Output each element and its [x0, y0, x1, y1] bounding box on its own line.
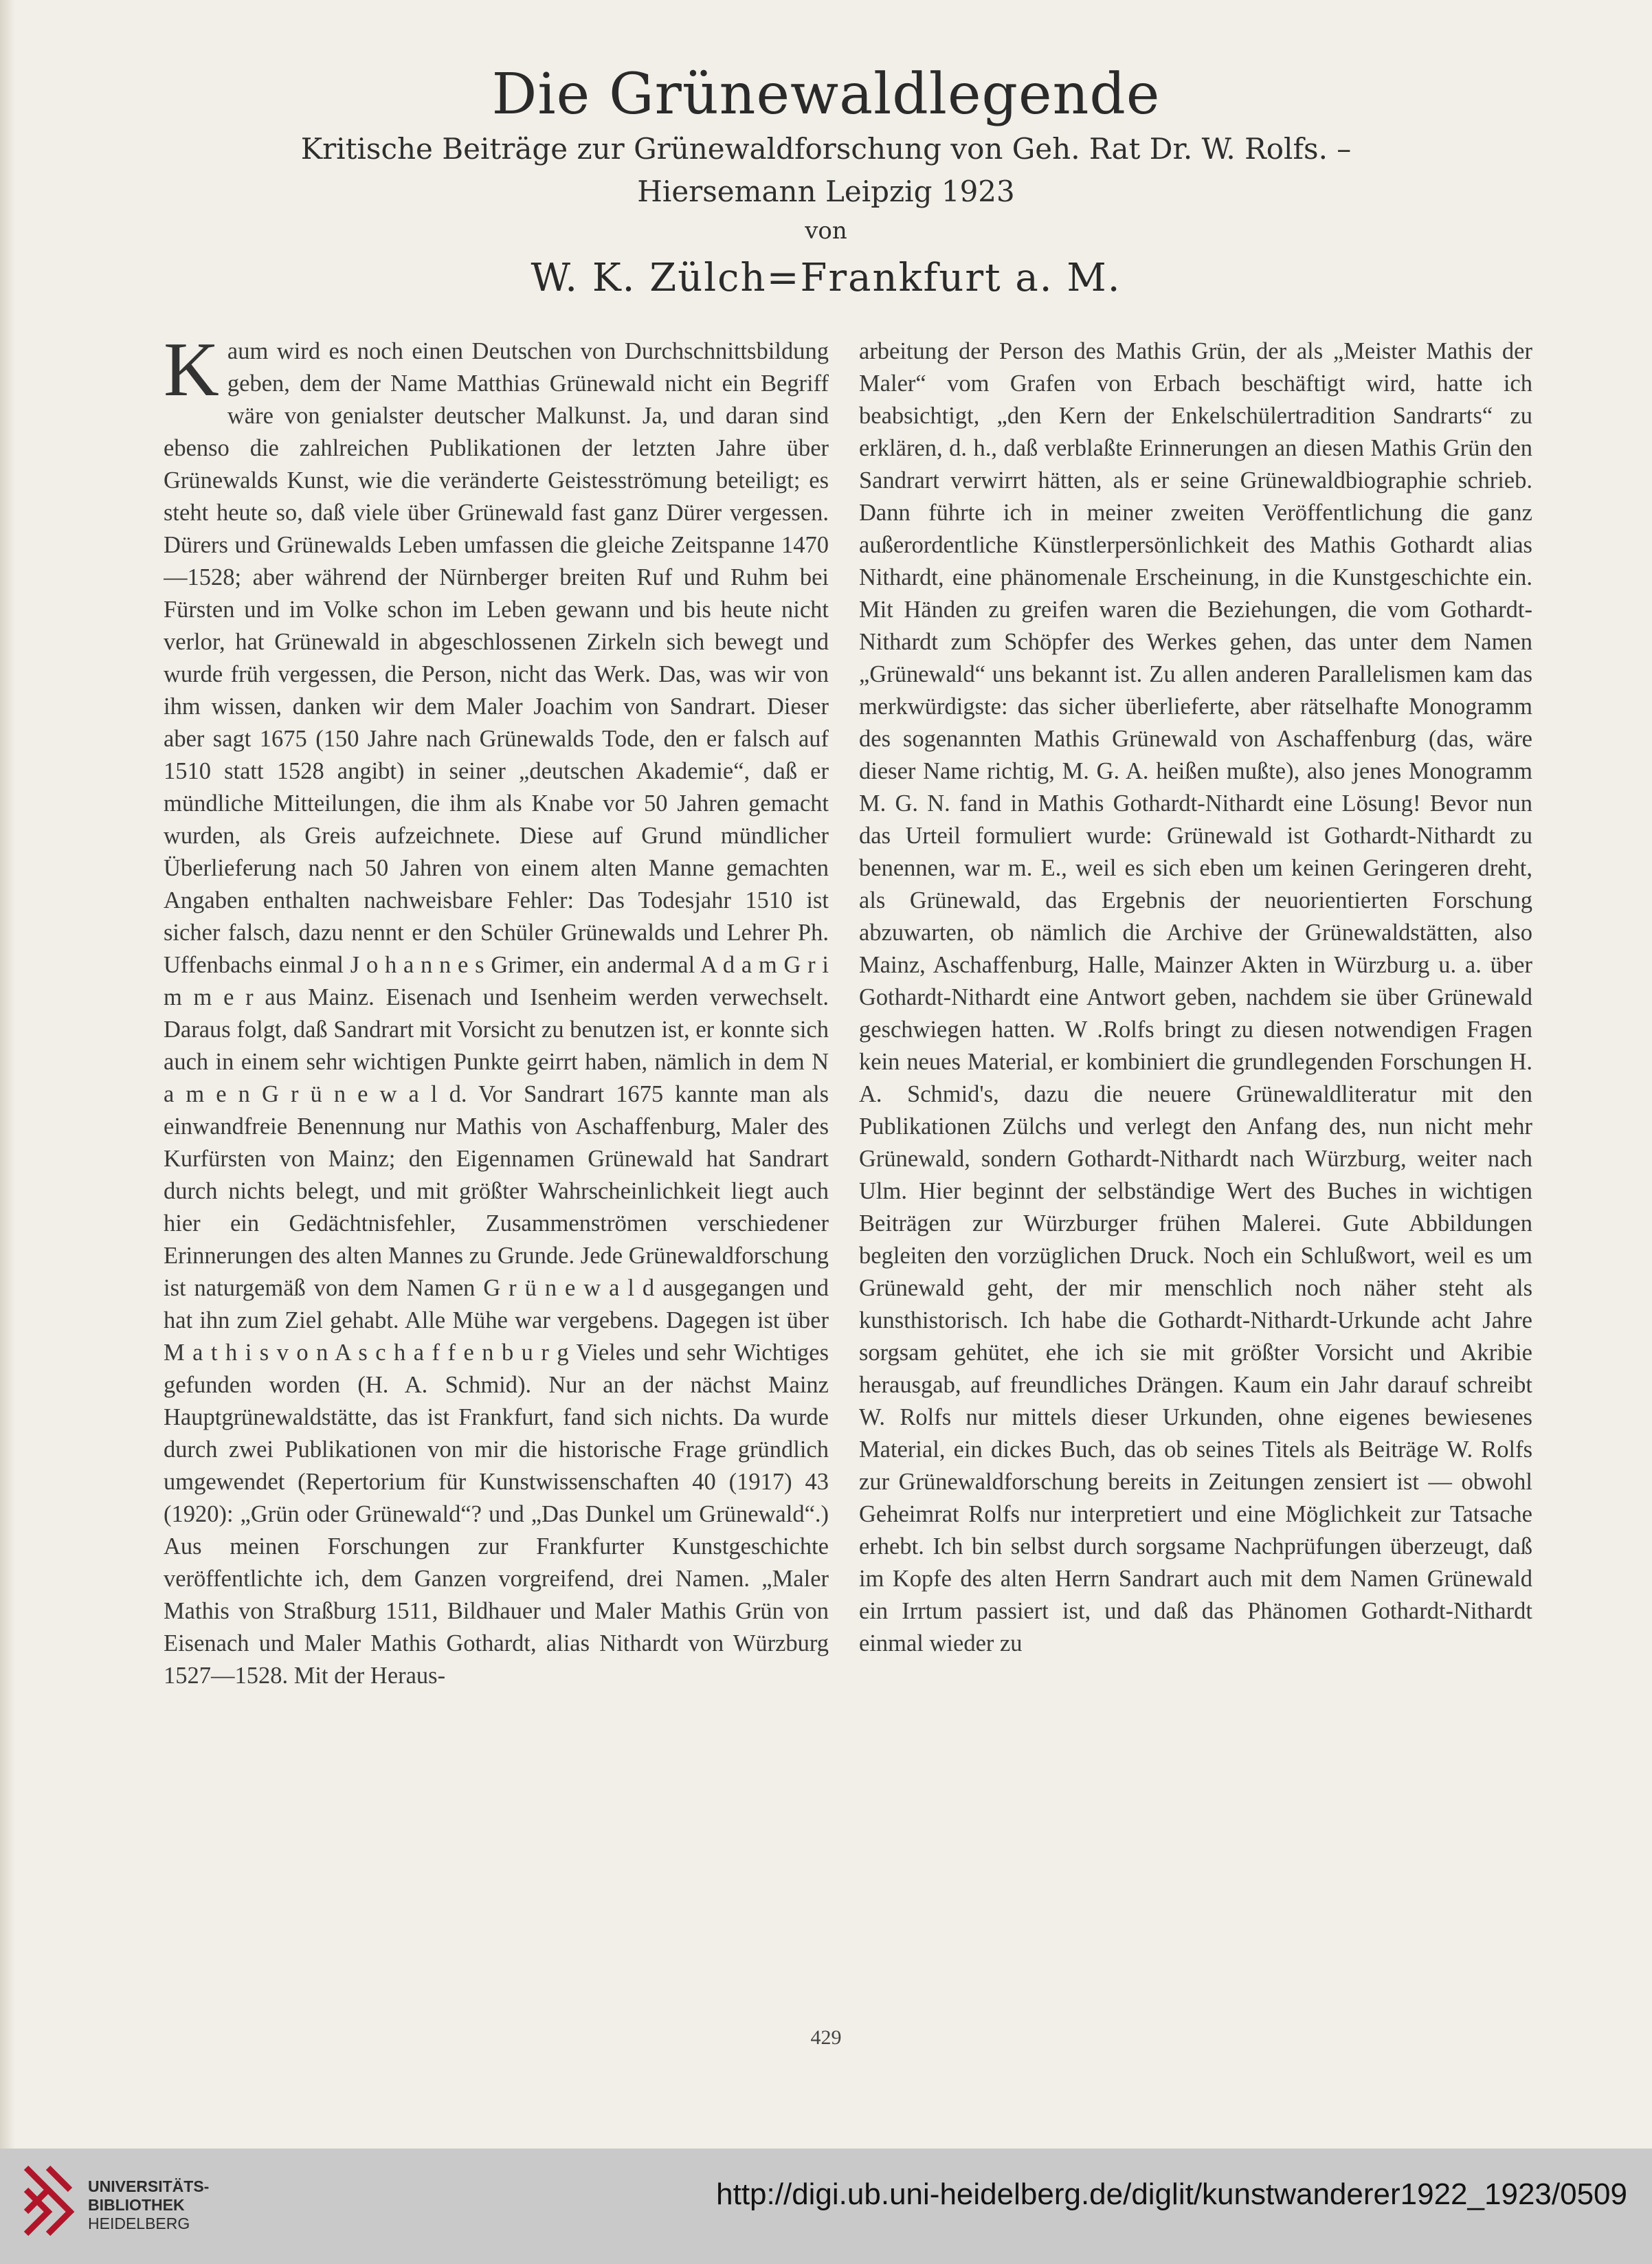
library-name[interactable] — [88, 2177, 209, 2233]
right-column-text: arbeitung der Person des Mathis Grün, der als „Meister Mathis der Maler“ vom Grafen von Erbach beschäftigt wird, hatte ich beabsichtigt, „den Kern der Enkelschülertradition Sandrarts“ zu erklären, d. h., daß verblaßte Erinnerungen an diesen Mathis Grün den Sandrart verwirrt hätten, als er seine Grünewaldbiographie schrieb. Dann führte ich in meiner zweiten Veröffentlichung die ganz außerordentliche Künstlerpersönlichkeit des Mathis Gothardt alias Nithardt, eine phänomenale Erscheinung, in die Kunstgeschichte ein. Mit Händen zu greifen waren die Beziehungen, die vom Gothardt-Nithardt zum Schöpfer des Werkes gehen, das unter dem Namen „Grünewald“ uns bekannt ist. Zu allen anderen Parallelismen kam das merkwürdigste: das sicher überlieferte, aber rätselhafte Monogramm des sogenannten Mathis Grünewald von Aschaffenburg (das, wäre dieser Name richtig, M. G. A. heißen mußte), also jenes Monogramm M. G. N. fand in Mathis Gothardt-Nithardt eine Lösung! Bevor nun das Urteil formuliert wurde: Grünewald ist Gothardt-Nithardt zu benennen, war m. E., weil es sich eben um keinen Geringeren dreht, als Grünewald, das Ergebnis der neuorientierten Forschung abzuwarten, ob nämlich die Archive der Grünewaldstätten, also Mainz, Aschaffenburg, Halle, Mainzer Akten in Würzburg u. a. über Gothardt-Nithardt eine Antwort geben, nachdem sie über Grünewald geschwiegen hatten. W .Rolfs bringt zu diesen notwendigen Fragen kein neues Material, er kombiniert die grundlegenden Forschungen H. A. Schmid's, dazu die neuere Grünewaldliteratur mit den Publikationen Zülchs und verlegt den Anfang des, nun nicht mehr Grünewald, sondern Gothardt-Nithardt nach Würzburg, weiter nach Ulm. Hier beginnt der selbständige Wert des Buches in wichtigen Beiträgen zur Würzburger frühen Malerei. Gute Abbildungen begleiten den vorzüglichen Druck. Noch ein Schlußwort, weil es um Grünewald geht, der mir menschlich noch näher steht als kunsthistorisch. Ich habe die Gothardt-Nithardt-Urkunde acht Jahre sorgsam gehütet, ehe ich sie mit größter Vorsicht und Akribie herausgab, auf freundliches Drängen. Kaum ein Jahr darauf schreibt W. Rolfs nur mittels dieser Urkunden, ohne eigenes bewiesenes Material, ein dickes Buch, das ob seines Titels als Beiträge W. Rolfs zur Grünewaldforschung bereits in Zeitungen zensiert ist — obwohl Geheimrat Rolfs nur interpretiert und eine Möglichkeit zur Tatsache erhebt. Ich bin selbst durch sorgsame Nachprüfungen überzeugt, daß im Kopfe des alten Herrn Sandrart auch mit dem Namen Grünewald ein Irrtum passiert ist, und daß das Phänomen Gothardt-Nithardt einmal wieder zu — [859, 338, 1532, 1656]
library-name-line1: UNIVERSITÄTS- — [88, 2177, 210, 2195]
drop-cap: K — [164, 335, 219, 412]
page-number: 429 — [810, 2026, 842, 2049]
article-column-left — [164, 335, 829, 1971]
viewer-footer-bar — [0, 2149, 1652, 2264]
article-title: Die Grünewaldlegende — [491, 62, 1161, 127]
article-subtitle-line1: Kritische Beiträge zur Grünewaldforschung von Geh. Rat Dr. W. Rolfs. – — [300, 132, 1352, 166]
article-author: W. K. Zülch=Frankfurt a. M. — [531, 256, 1121, 300]
library-name-line2: BIBLIOTHEK — [88, 2196, 185, 2214]
left-column-text: aum wird es noch einen Deutschen von Durchschnittsbildung geben, dem der Name Matthias Grünewald nicht ein Begriff wäre von genialster deutscher Malkunst. Ja, und daran sind ebenso die zahlreichen Publikationen der letzten Jahre über Grünewalds Kunst, wie die veränderte Geistesströmung beteiligt; es steht heute so, daß viele über Grünewald fast ganz Dürer vergessen. Dürers und Grünewalds Leben umfassen die gleiche Zeitspanne 1470—1528; aber während der Nürnberger breiten Ruf und Ruhm bei Fürsten und im Volke schon im Leben gewann und bis heute nicht verlor, hat Grünewald in abgeschlossenen Zirkeln sich bewegt und wurde früh vergessen, die Person, nicht das Werk. Das, was wir von ihm wissen, danken wir dem Maler Joachim von Sandrart. Dieser aber sagt 1675 (150 Jahre nach Grünewalds Tode, den er falsch auf 1510 statt 1528 angibt) in seiner „deutschen Akademie“, daß er mündliche Mitteilungen, die ihm als Knabe vor 50 Jahren gemacht wurden, als Greis aufzeichnete. Diese auf Grund mündlicher Überlieferung nach 50 Jahren von einem alten Manne gemachten Angaben enthalten nachweisbare Fehler: Das Todesjahr 1510 ist sicher falsch, dazu nennt er den Schüler Grünewalds und Lehrer Ph. Uffenbachs einmal J o h a n n e s Grimer, ein andermal A d a m G r i m m e r aus Mainz. Eisenach und Isenheim werden verwechselt. Daraus folgt, daß Sandrart mit Vorsicht zu benutzen ist, er konnte sich auch in einem sehr wichtigen Punkte geirrt haben, nämlich in dem N a m e n G r ü n e w a l d. Vor Sandrart 1675 kannte man als einwandfreie Benennung nur Mathis von Aschaffenburg, Maler des Kurfürsten von Mainz; den Eigennamen Grünewald hat Sandrart durch nichts belegt, und mit größter Wahrscheinlichkeit liegt auch hier ein Gedächtnisfehler, Zusammenströmen verschiedener Erinnerungen des alten Mannes zu Grunde. Jede Grünewaldforschung ist naturgemäß von dem Namen G r ü n e w a l d ausgegangen und hat ihn zum Ziel gehabt. Alle Mühe war vergebens. Dagegen ist über M a t h i s v o n A s c h a f f e n b u r g Vieles und sehr Wichtiges gefunden worden (H. A. Schmid). Nur an der nächst Mainz Hauptgrünewaldstätte, das ist Frankfurt, fand sich nichts. Da wurde durch zwei Publikationen von mir die historische Frage gründlich umgewendet (Repertorium für Kunstwissenschaften 40 (1917) 43 (1920): „Grün oder Grünewald“? und „Das Dunkel um Grünewald“.) Aus meinen Forschungen zur Frankfurter Kunstgeschichte veröffentlichte ich, dem Ganzen vorgreifend, drei Namen. „Maler Mathis von Straßburg 1511, Bildhauer und Maler Mathis Grün von Eisenach und Maler Mathis Gothardt, alias Nithardt von Würzburg 1527—1528. Mit der Heraus- — [164, 338, 829, 1689]
article-column-right — [859, 335, 1532, 1971]
library-name-line3: HEIDELBERG — [88, 2215, 190, 2232]
university-library-logo-icon — [21, 2165, 78, 2245]
byline-von: von — [805, 217, 847, 245]
permalink-url[interactable]: http://digi.ub.uni-heidelberg.de/diglit/kunstwanderer1922_1923/0509 — [716, 2177, 1627, 2211]
article-subtitle-line2: Hiersemann Leipzig 1923 — [637, 175, 1015, 208]
page-spine-shadow — [0, 0, 15, 2149]
